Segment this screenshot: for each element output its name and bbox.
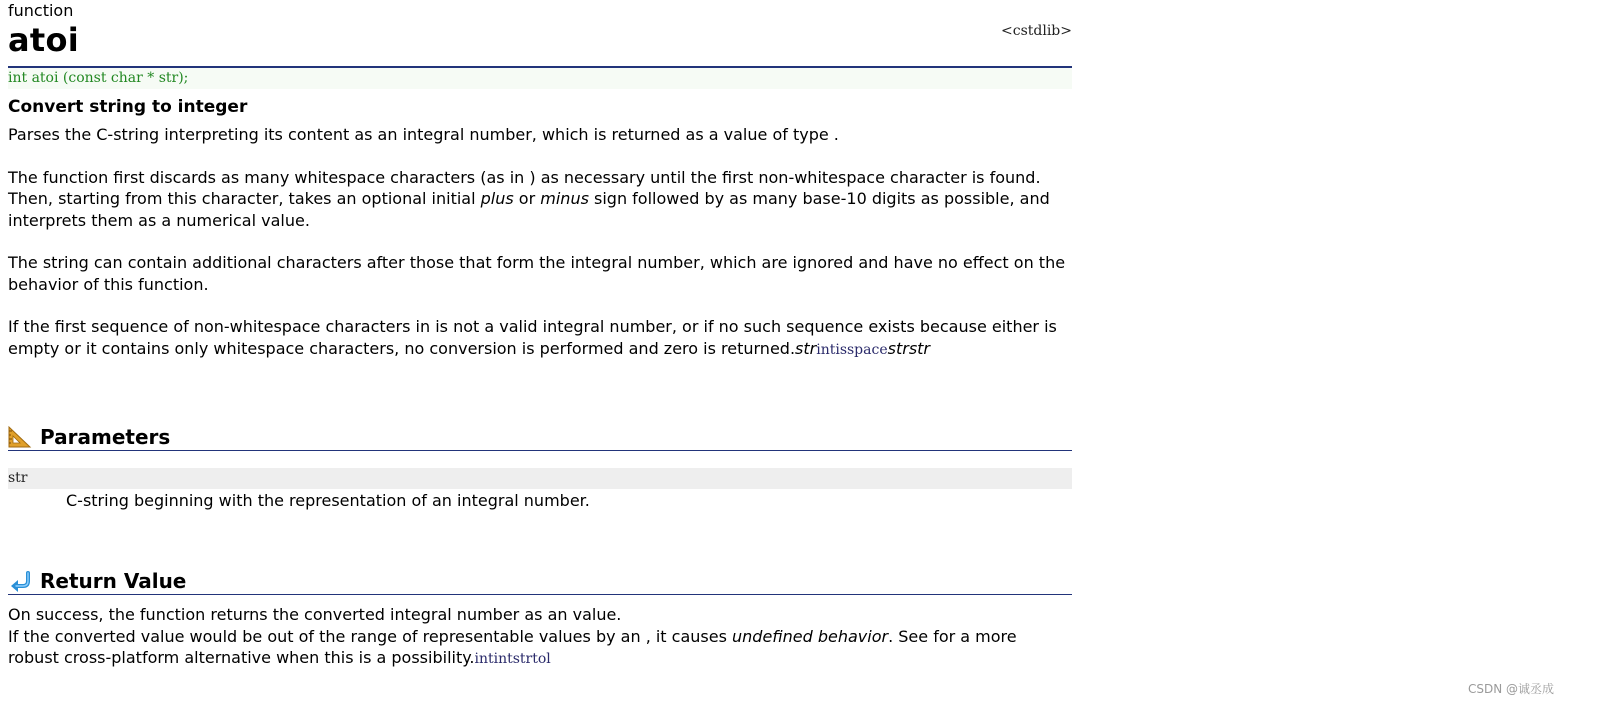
return-value-section — [8, 568, 1072, 671]
paragraph-text: sign followed by as many base-10 digits as possible, and interprets them as a numerical value. — [8, 189, 1050, 230]
header-file-link[interactable]: <cstdlib> — [1001, 23, 1072, 39]
page-title: atoi — [8, 21, 80, 59]
paragraph-text: If the first sequence of non-whitespace characters in is not a valid integral number, or if no such sequence exists because either is empty or it contains only whitespace characters, no conversion is performed and zero is returned. — [8, 317, 1057, 358]
description-paragraph-2 — [8, 167, 1072, 232]
parameters-header — [8, 424, 1072, 451]
entity-kind: function — [8, 1, 74, 20]
inline-code-links[interactable]: intintstrtol — [474, 651, 551, 667]
emphasis-undefined-behavior: undefined behavior — [732, 626, 889, 646]
parameters-heading: Parameters — [40, 425, 171, 449]
emphasis-minus: minus — [540, 189, 589, 208]
paragraph-text: . See for a more robust cross-platform alternative when this is a possibility. — [8, 626, 1017, 667]
reference-page — [8, 0, 1072, 361]
parameter-description: C-string beginning with the representation of an integral number. — [66, 491, 590, 510]
paragraph-text: or — [513, 189, 541, 208]
return-line-2 — [8, 626, 1072, 671]
inline-var-str: str — [795, 338, 817, 358]
inline-code-links[interactable]: intisspace — [816, 341, 888, 358]
description-paragraph-3: The string can contain additional characters after those that form the integral number, which are ignored and have no effect on the behavior of this function. — [8, 253, 1066, 294]
inline-var-strstr: strstr — [887, 338, 930, 358]
paragraph-text: If the converted value would be out of the range of representable values by an , it causes — [8, 626, 733, 646]
parameters-section — [8, 424, 1072, 511]
page-subtitle: Convert string to integer — [8, 97, 248, 117]
function-prototype: int atoi (const char * str); — [8, 68, 1072, 89]
emphasis-plus: plus — [480, 189, 514, 208]
watermark: CSDN @诚丞成 — [1467, 682, 1554, 696]
paragraph-text: The function first discards as many whitespace characters (as in ) as necessary until the first non-whitespace character is found. Then, starting from this character, takes an optional initial — [8, 167, 1041, 208]
title-row — [8, 21, 1072, 59]
return-arrow-icon — [8, 569, 32, 593]
return-value-header — [8, 568, 1072, 595]
description-paragraph-4 — [8, 316, 1072, 361]
parameter-name: str — [8, 468, 1072, 489]
return-value-heading: Return Value — [40, 569, 187, 593]
ruler-triangle-icon — [8, 425, 32, 449]
description-paragraph-1: Parses the C-string interpreting its content as an integral number, which is returned as a value of type . — [8, 125, 839, 144]
return-line-1: On success, the function returns the converted integral number as an value. — [8, 605, 622, 624]
